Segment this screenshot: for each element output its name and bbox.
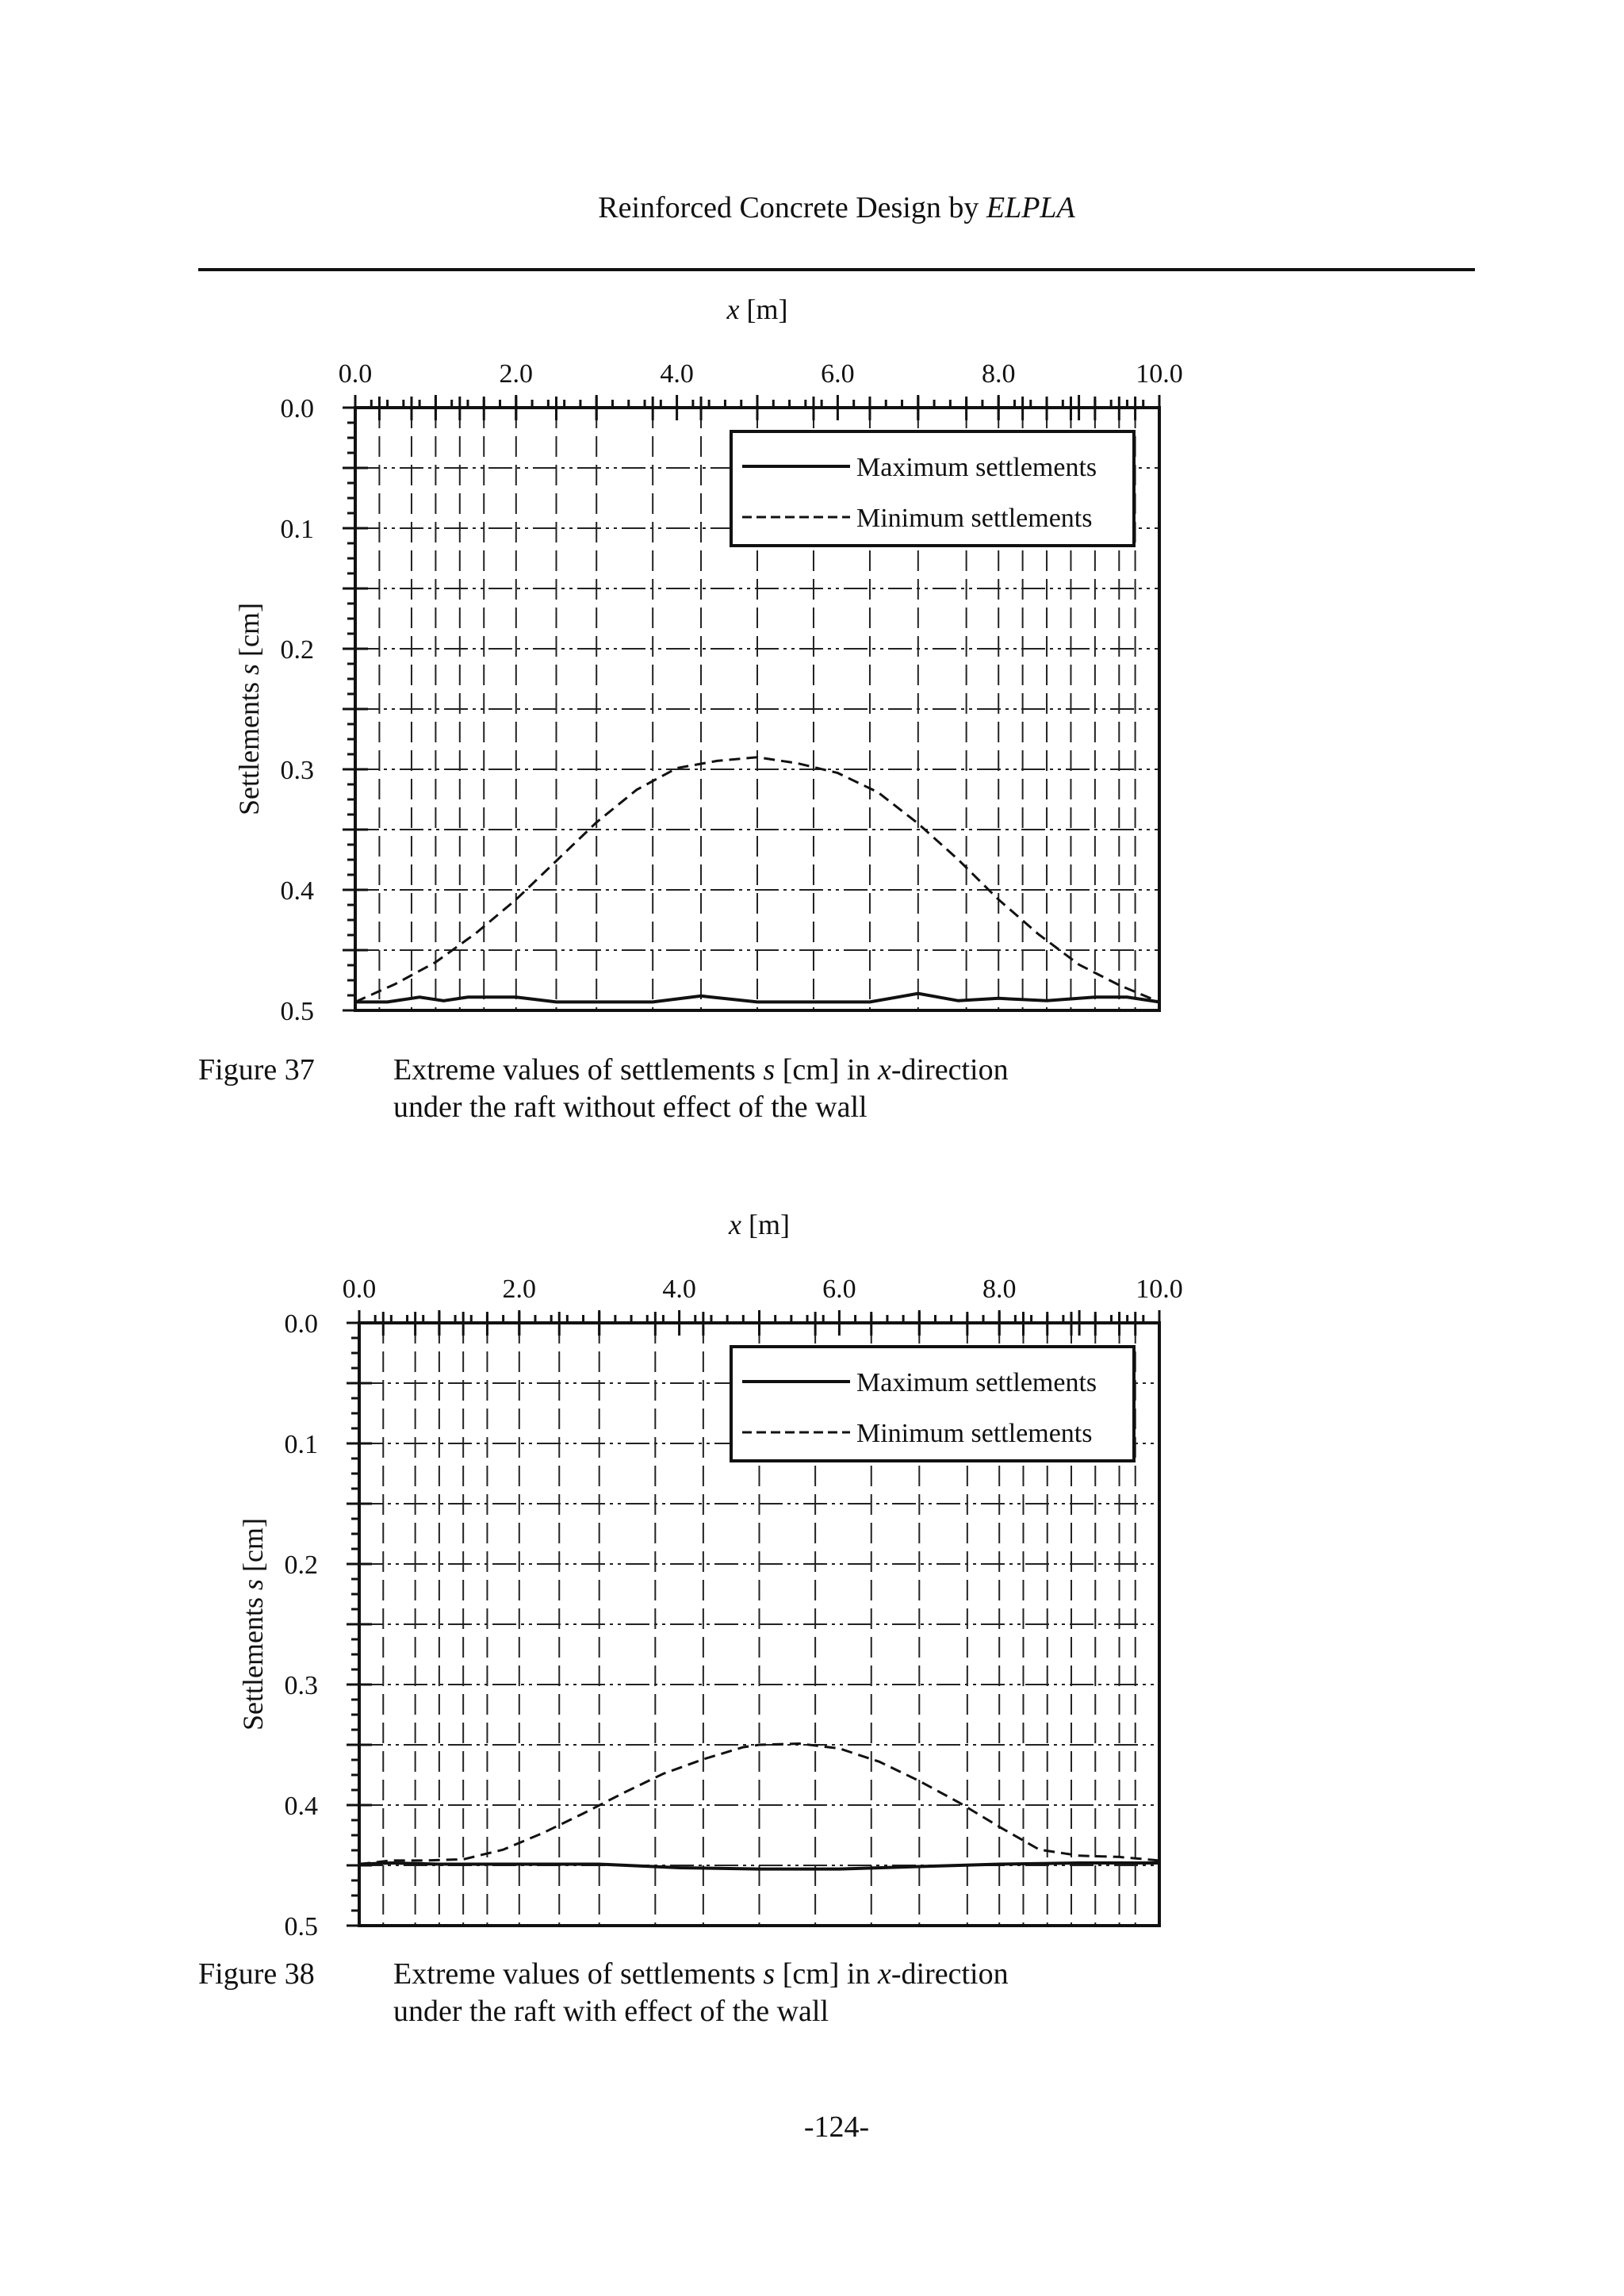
x-tick-label: 6.0	[821, 359, 855, 389]
caption-var-x: x	[878, 1957, 891, 1991]
caption-var-x: x	[878, 1053, 891, 1087]
figure-38-label: Figure 38	[198, 1957, 315, 1991]
caption-part: [cm] in	[775, 1053, 879, 1087]
x-tick-label: 2.0	[499, 359, 534, 389]
legend-label: Minimum settlements	[856, 1419, 1093, 1448]
y-tick-label: 0.4	[284, 1792, 318, 1821]
x-tick-label: 4.0	[662, 1274, 696, 1304]
figure-37-caption-line-2: under the raft without effect of the wall	[393, 1091, 868, 1124]
caption-var-s: s	[763, 1957, 776, 1991]
x-tick-label: 10.0	[1136, 1274, 1183, 1304]
y-tick-label: 0.1	[280, 515, 314, 544]
legend-label: Maximum settlements	[856, 453, 1097, 482]
x-tick-label: 2.0	[502, 1274, 537, 1304]
x-tick-label: 0.0	[342, 1274, 377, 1304]
figure-38-caption-line-1	[393, 1956, 1345, 1993]
x-tick-label: 8.0	[981, 359, 1016, 389]
caption-part: Extreme values of settlements	[393, 1957, 764, 1991]
caption-part: Extreme values of settlements	[393, 1053, 764, 1087]
x-tick-label: 10.0	[1136, 359, 1183, 389]
x-axis-title: x [m]	[726, 293, 788, 325]
running-header-software: ELPLA	[986, 191, 1075, 224]
y-tick-label: 0.5	[280, 997, 314, 1026]
y-tick-label: 0.4	[280, 876, 314, 906]
caption-part: -direction	[891, 1053, 1009, 1087]
x-tick-label: 6.0	[822, 1274, 856, 1304]
y-axis-title: Settlements s [cm]	[233, 603, 265, 815]
y-tick-label: 0.5	[284, 1912, 318, 1941]
figure-38-caption-line-2: under the raft with effect of the wall	[393, 1995, 829, 2028]
y-tick-label: 0.3	[284, 1671, 318, 1700]
caption-part: [cm] in	[775, 1957, 879, 1991]
page-number: -124-	[803, 2110, 870, 2144]
running-header-text: Reinforced Concrete Design by	[598, 191, 986, 224]
y-axis-title: Settlements s [cm]	[237, 1518, 269, 1731]
y-tick-label: 0.1	[284, 1430, 318, 1459]
legend-label: Minimum settlements	[856, 504, 1093, 533]
caption-var-s: s	[763, 1053, 776, 1087]
x-tick-label: 0.0	[338, 359, 373, 389]
legend-label: Maximum settlements	[856, 1368, 1097, 1397]
y-tick-label: 0.2	[280, 635, 314, 665]
x-tick-label: 4.0	[660, 359, 694, 389]
x-axis-title: x [m]	[729, 1209, 790, 1240]
y-tick-label: 0.3	[280, 756, 314, 785]
figure-37-label: Figure 37	[198, 1053, 315, 1087]
y-tick-label: 0.2	[284, 1550, 318, 1580]
x-tick-label: 8.0	[982, 1274, 1017, 1304]
y-tick-label: 0.0	[280, 394, 314, 424]
caption-part: -direction	[891, 1957, 1009, 1991]
y-tick-label: 0.0	[284, 1309, 318, 1339]
figure-38-caption-text	[393, 1956, 1345, 2030]
